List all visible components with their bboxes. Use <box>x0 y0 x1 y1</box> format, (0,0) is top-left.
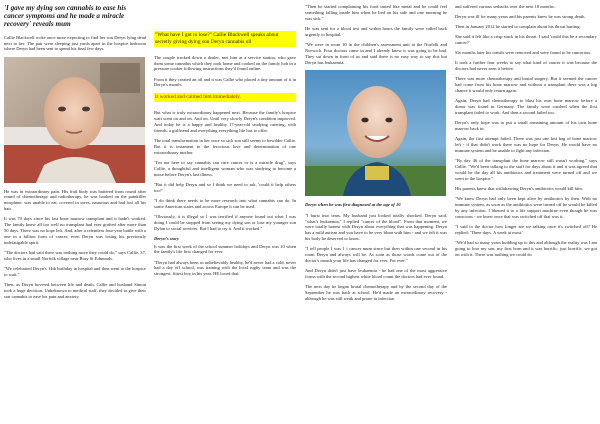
paragraph: "I burst into tears. My husband just looked totally shocked. Deryn said, "what's leukaemia," I replied "cancer of the blood". From that moment, we were totally honest with Deryn about everything that was happening. Deryn has a mild autism and you have to be very blunt with him - and we felt it was his body he deserved to know. <box>305 212 447 242</box>
column-4 <box>455 4 597 420</box>
photo-image <box>4 57 145 183</box>
paragraph: He was sent for a blood test and within hours the family were called back urgently to hospital. <box>305 25 447 37</box>
photo-caption: Deryn when he was first diagnosed at the age of 10 <box>305 201 401 207</box>
paragraph: "We knew Deryn had only been kept alive by antibiotics by then. With no immune system, as soon as the antibiotics were turned off he would be killed by any infection. I likened it to a life support machine even though he was conscious - we knew once that was switched off that was it. <box>455 196 597 219</box>
paragraph: "I'm not here to say cannabis can cure cancer or is a miracle drug", says Callie, a thoughtful and intelligent woman who was studying to become a nurse before Deryn's last illness. <box>154 159 296 177</box>
paragraph: His parents knew that withdrawing Deryn's antibiotics would kill him. <box>455 185 583 191</box>
paragraph: Again, Deryn had chemotherapy to blast his own bone marrow before a donor was found in Germany. The family were crushed when the first transplant failed to work. And then a second failed too. <box>455 98 597 116</box>
paragraph: There was more chemotherapy and brutal surgery. But it seemed the cancer had come from his bone marrow and without a transplant there was a big chance it would only return again. <box>455 76 597 94</box>
paragraph: Callie Blackwell woke once more expecting to find her son Deryn lying dead next to her. The pair were sleeping just yards apart in the hospice bedroom where Deryn had been sent to spend his final few days. <box>4 34 146 52</box>
paragraph: It was 70 days since his last bone marrow transplant and it hadn't worked. The family knew all too well no transplant had ever grafted after more than 50 days. There was no hope left. And, after a relentless four-year battle with a one in a billion form of cancer, even Deryn was losing his previously indefatigable spirit. <box>4 216 146 245</box>
paragraph: "I said to the doctor how longer are we talking once it's switched off? He replied: 'Three days. A week at most.' <box>455 223 597 235</box>
paragraph: She said it felt like a crisp stuck in his throat. I said 'could this be a secondary cancer?' <box>455 34 597 46</box>
paragraph: "I do think there needs to be more research into what cannabis can do. In some American states and across Europe it can be used. <box>154 197 296 209</box>
paragraph: He was in extraordinary pain. His frail body was battered from round after round of chemotherapy and radiotherapy, he was hooked on the painkiller morphine, was unable to eat, covered in sores, nauseous and had lost all his hair. <box>4 188 146 212</box>
paragraph: "We were in room 10 in the children's assessment unit at the Norfolk and Norwich. Four doctors came in and I already knew it was going to be bad. They sat down in front of us and said there is no easy way to say this but Deryn has leukaemia. <box>305 41 447 65</box>
paragraph: "We'd had so many years building up to this and although the reality was I am going to lose my son, my first born and it was horrific, just horrific, we got on with it. There was nothing we could do <box>455 239 597 257</box>
paragraph: "I tell people I was 1 i cancer mum since but then within one second in his room Deryn and always will be. As soon as those words come out of the doctor's mouth your life has changed for ever. For ever." <box>305 246 447 264</box>
pullquote-highlight: "What have I got to lose?" Callie Blackwell speaks about secretly giving dying son Deryn cannabis oil <box>154 31 296 47</box>
paragraph: "Deryn had always been so unbelievably healthy, he'd never had a cold, never had a day off school, was training with the local rugby team and was the strongest, fittest boy in his year. HE loved that. <box>154 259 296 277</box>
paragraph: From it they created an oil and it was Callie who placed a tiny amount of it in Deryn's mouth. <box>154 76 296 88</box>
paragraph: "We celebrated Deryn's 14th birthday in hospital and then went to the hospice to wait." <box>4 266 146 277</box>
paragraph: But what is truly extraordinary happened next. Because the family's hospice wait went on and on. And on. Until very slowly Deryn's condition improved. And today he is a happy and healthy 17-year-old studying catering, with friends, a girlfriend and everything everything life has to offer. <box>154 110 296 133</box>
article-headline: 'I gave my dying son cannabis to ease his cancer symptoms and he made a miracle recovery' reveals mum <box>4 4 127 29</box>
paragraph: and suffered various setbacks over the next 18 months. <box>455 4 555 9</box>
column-2 <box>154 4 296 420</box>
paragraph: Deryn was ill for many years and his parents knew he was strong death. <box>455 14 586 20</box>
paragraph: Then in January 2012 he started to complain about his throat hurting. <box>455 24 581 30</box>
paragraph: The couple tracked down a dealer, met him at a service station, who gave them some cannabis which they took home and cooked on the family hob in a pressure cooker following instructions they'd found online. <box>154 54 296 72</box>
paragraph: "Obviously, it is illegal so I was terrified if anyone found out what I was doing I could be stopped from seeing my dying son or lose my younger son Dylan to social services. But I had to try it. And it worked." <box>154 213 296 231</box>
paragraph: "By day 46 of the transplant the bone marrow still wasn't working," says Callie. "We'd been talking to the staff for days about it and it was agreed that would be the day all his antibiotics and treatment were turned off and we went to the hospice." <box>455 158 597 181</box>
column-1 <box>4 4 146 420</box>
subheading: Deryn's story <box>154 235 179 241</box>
paragraph: It took a further four weeks to say what kind of cancer it was because the doctors had never seen it before. <box>455 60 597 72</box>
photo-deryn-bald-smiling <box>305 70 446 196</box>
paragraph: Six months later his tonsils were removed and were found to be cancerous. <box>455 50 592 56</box>
paragraph: The total transformation in her once so sick son still seems to bewilder Callie. But it is testament to the ferocious love and determination of one extraordinary mother. <box>154 137 296 155</box>
spacer <box>154 4 296 26</box>
paragraph: Then, as Deryn hovered between life and death, Callie and husband Simon took a huge decision. Unbeknown to medical staff, they decided to give their son cannabis to ease his pain and anxiety. <box>4 282 146 299</box>
paragraph: The next day he began brutal chemotherapy and by the second day of the September he was back at school. He'd made an extraordinary recovery - although he was still weak and prone to infection <box>305 284 447 302</box>
pullquote-highlight-red: It worked and calmed him immediately. <box>154 93 296 102</box>
paragraph: "But it did help Deryn and so I think we need to ask, 'could it help others too?' <box>154 181 296 193</box>
paragraph: And Deryn didn't just have leukaemia - he had one of the most aggressive forms with the second highest white blood count the doctors had ever found. <box>305 268 447 280</box>
paragraph: "Then he started complaining his food tasted like metal and he could feel something falling inside him when he lied on his side and one morning he was sick." <box>305 4 447 21</box>
column-3 <box>305 4 447 420</box>
paragraph: Again, the first attempt failed. There was just one last bag of bone marrow left - if that didn't work there was no hope for Deryn. He would have no immune system and be unable to fight any infection. <box>455 136 597 153</box>
paragraph: Deryn's only hope was to put a small remaining amount of his own bone marrow back in. <box>455 120 597 132</box>
photo-deryn-hospital-portrait <box>4 57 145 183</box>
paragraph: It was the first week of the school summer holidays and Deryn was 10 when the family's life first changed for ever. <box>154 243 296 255</box>
paragraph: "The doctors had said there was nothing more they could do," says Callie, 37, who lives in a small Norfolk village near Bury St Edmunds. <box>4 250 146 261</box>
photo-image <box>305 70 446 196</box>
